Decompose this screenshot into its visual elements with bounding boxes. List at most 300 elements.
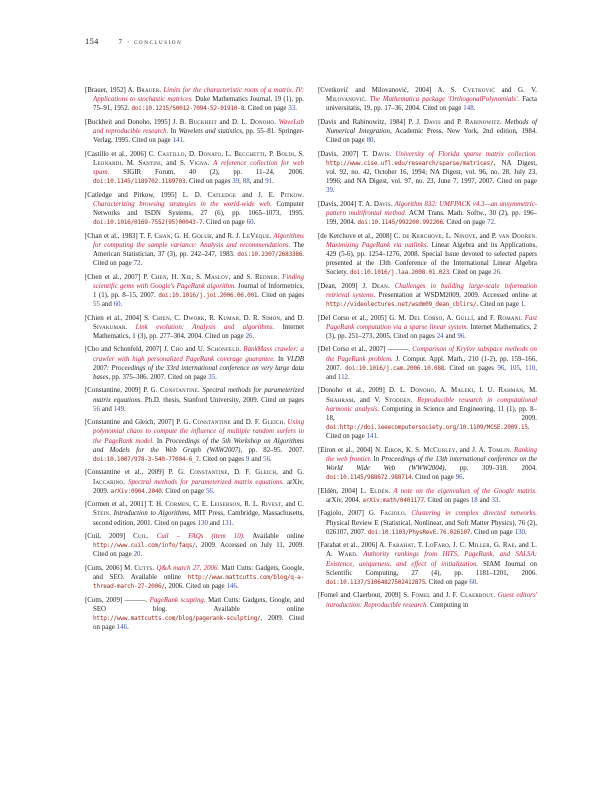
ref-title-link[interactable]: A note on the eigenvalues of the Google matrix. — [393, 487, 537, 495]
ref-text: [Cutts, 2006] M. — [85, 564, 135, 572]
ref-text: and P. — [440, 118, 465, 126]
ref-title-link[interactable]: Clustering in complex directed networks. — [411, 510, 537, 518]
ref-title-link[interactable]: The Mathematica package 'OrthogonalPolynomials'. — [369, 96, 520, 104]
ref-title-link[interactable]: University of Florida sparse matrix collection. — [395, 150, 538, 158]
ref-text: In — [154, 437, 166, 445]
ref-url-link[interactable]: http://www.mattcutts.com/blog/q-a-thread-march-27-2006/ — [93, 573, 304, 591]
cited-page-link[interactable]: 26 — [493, 269, 501, 277]
cited-page-link[interactable]: 96 — [497, 364, 505, 372]
ref-text: . — [404, 510, 412, 518]
cited-page-link[interactable]: 35 — [208, 374, 216, 381]
ref-url-link[interactable]: http://www.cuil.com/info/faqs/ — [93, 542, 196, 550]
ref-text: , H. — [166, 273, 182, 281]
author-name: Kumar — [218, 314, 240, 322]
reference-entry — [318, 118, 537, 146]
author-name: Milovanović — [326, 96, 366, 104]
ref-text: . — [232, 519, 234, 527]
reference-entry — [318, 591, 537, 609]
ref-text: . — [494, 219, 496, 227]
author-name: Dwork — [183, 314, 205, 322]
author-name: Ninove — [454, 232, 476, 240]
ref-text: , J. C. — [448, 542, 469, 550]
author-name: Fagiolo — [380, 510, 405, 518]
author-name: Eldén — [369, 487, 389, 495]
ref-text: . — [498, 497, 501, 504]
ref-title-link[interactable]: Algorithm 832: UMFPACK v4.3—an unsymmetric-pattern multifrontal method. — [326, 200, 537, 217]
ref-text: [Brauer, 1952] A. — [85, 87, 137, 94]
ref-text: . Cited on page — [442, 219, 488, 227]
ref-url-link[interactable]: http://videolectures.net/wsdm09_dean_cblirs/ — [326, 301, 477, 309]
ref-text: , G. — [489, 542, 503, 550]
author-name: Fomel — [411, 592, 431, 600]
ref-text: [Constantine and Gleich, 2007] P. G. — [85, 419, 193, 427]
ref-url-link[interactable]: doi:10.1137/S1064827502412875 — [326, 579, 426, 586]
ref-title-link[interactable]: PageRank scupting. — [149, 596, 206, 604]
reference-entry — [318, 509, 537, 537]
author-name: Eiron — [384, 446, 402, 454]
author-name: Schonfeld — [206, 346, 240, 354]
author-name: Maleki — [450, 387, 474, 395]
ref-text: , and G. — [276, 469, 304, 477]
ref-text: . Cited on page — [449, 269, 494, 277]
ref-title-link[interactable]: RankMass crawler: a crawler with high personalized PageRank coverage guarantee. — [93, 346, 305, 363]
reference-entry — [318, 541, 537, 587]
author-name: Donoho — [410, 387, 435, 395]
author-name: LeVeque — [242, 232, 270, 240]
ref-text: . Cited on page — [93, 251, 304, 268]
cited-page-link[interactable]: 39 — [232, 178, 240, 186]
ref-text: , Academic Press, New York, 2nd edition, 1984. Cited on page — [326, 128, 537, 145]
ref-text: , L. — [442, 232, 455, 240]
reference-entry — [85, 532, 304, 560]
author-name: Becchetti — [234, 150, 265, 158]
ref-text: Presentation at WSDM2009, 2009. Accessed online at — [375, 292, 538, 299]
cited-page-link[interactable]: 130 — [514, 528, 525, 536]
ref-text: [Eldén, 2004] L. — [318, 487, 370, 495]
ref-text: In — [168, 128, 179, 135]
reference-entry — [85, 191, 304, 228]
ref-text: Matt Cutts: Gadgets, Google, and SEO blog. Available online — [93, 596, 305, 613]
ref-text: . — [212, 487, 215, 495]
ref-text: , and C. — [281, 501, 304, 509]
ref-text: . Cited on pages — [257, 292, 305, 299]
ref-title-link[interactable]: Characterizing browsing strategies in the world-wide web. — [93, 200, 272, 208]
ref-text: , and D. — [280, 314, 305, 322]
ref-text: [Castillo et al., 2006] C. — [85, 150, 158, 158]
ref-text: . — [127, 624, 129, 632]
ref-text: . — [500, 269, 502, 277]
author-name: Santini — [138, 159, 161, 167]
author-name: Donoho — [249, 118, 275, 126]
ref-text: . Cited on pages — [444, 364, 498, 372]
cited-page-link[interactable]: 112 — [337, 374, 348, 381]
ref-text: , and P. — [475, 232, 499, 240]
author-name: Castillo — [157, 150, 185, 158]
ref-text: . — [236, 583, 239, 591]
cited-page-link[interactable]: 18 — [470, 497, 478, 504]
ref-url-link[interactable]: doi:10.1007/978-3-540-77004-6_7 — [93, 456, 199, 463]
ref-text: [Cho and Schonfeld, 2007] J. — [85, 346, 171, 354]
ref-text: [Fomel and Claerbout, 2009] S. — [318, 592, 412, 600]
ref-text: . Cited on pages — [198, 456, 246, 463]
ref-text: SIAM Journal on Scientific Computing, 27 (4), pp. 1181–1201, 2006. — [326, 560, 537, 577]
author-name: Stein — [93, 510, 110, 518]
ref-text: . Cited on page — [202, 219, 247, 227]
author-name: Simon — [262, 314, 281, 322]
author-name: Gullí — [455, 314, 474, 322]
ref-text: . — [140, 551, 143, 559]
author-name: Maslov — [204, 273, 229, 281]
ref-text: . — [464, 333, 466, 340]
page-number: 154 — [85, 36, 99, 46]
ref-text: , S. — [294, 150, 304, 158]
author-name: Golub — [192, 232, 212, 240]
cited-page-link[interactable]: 148 — [463, 105, 474, 113]
ref-text: [Catledge and Pitkow, 1995] L. D. — [85, 191, 208, 199]
ref-text: , D. R. — [239, 314, 263, 322]
ref-text: , D. — [184, 150, 199, 158]
ref-text: , A. — [442, 314, 456, 322]
ref-text: . — [356, 551, 364, 559]
ref-text: . — [252, 333, 255, 340]
ref-text: , and J. A. — [455, 446, 488, 454]
ref-title-link[interactable]: A reference collection for web spam. — [93, 159, 304, 176]
ref-text: . — [373, 137, 376, 145]
ref-text: , M. — [523, 387, 538, 395]
reference-entry — [85, 314, 304, 342]
ref-venue-italic: Proceedings of the 5th Workshop on Algorithms and Models for the Web Graph (WAW2007) — [93, 437, 304, 454]
ref-text: . — [473, 105, 476, 113]
ref-text: , and S. — [160, 159, 190, 167]
ref-text: . — [198, 387, 203, 395]
ref-text: . — [283, 419, 288, 427]
ref-text: The American Statistician, 37 (3), pp. 242–247, 1983. — [93, 241, 304, 258]
cited-page-link[interactable]: 149 — [113, 405, 125, 413]
ref-text: . Cited on page — [244, 105, 289, 113]
ref-title-link[interactable]: Using polynomial chaos to compute the influence of multiple random surfers in the PageRank model. — [93, 419, 305, 445]
ref-title-link[interactable]: Authority rankings from HITS, PageRank, and SALSA: Existence, uniqueness, and effect of initialization. — [326, 551, 537, 568]
ref-text: . — [390, 200, 395, 208]
ref-text: Matt Cutts: Gadgets, Google, and SEO. Available online — [93, 564, 304, 581]
cited-page-link[interactable]: 39 — [326, 187, 333, 195]
ref-text: , S. — [191, 273, 205, 281]
ref-venue-italic: Proceedings of the 13th international conference on the World Wide Web (WWW2004) — [326, 456, 538, 473]
reference-entry — [85, 564, 304, 592]
author-name: Buckheit — [188, 118, 217, 126]
ref-text: , L. — [221, 150, 235, 158]
reference-entry — [85, 273, 304, 310]
reference-entry — [318, 386, 537, 441]
page-header — [85, 36, 182, 46]
cited-page-link[interactable]: 60 — [469, 579, 477, 586]
author-name: Farahat — [388, 542, 414, 550]
ref-text: . — [270, 456, 272, 463]
ref-text: Internet Mathematics, 1 (3), pp. 277–304, 2004. Cited on page — [93, 323, 304, 340]
author-name: Rabinowitz — [464, 118, 500, 126]
author-name: Cvetković — [462, 87, 495, 94]
author-name: Miller — [468, 542, 490, 550]
author-name: Constantine — [189, 469, 228, 477]
ref-text: , — [504, 364, 510, 372]
ref-text: and J. F. — [430, 592, 461, 600]
ref-text: . Cited on page — [411, 474, 456, 482]
ref-text: [Cuil, 2009] — [85, 532, 134, 540]
ref-text: , and S. — [228, 273, 255, 281]
cited-page-link[interactable]: 33 — [491, 497, 499, 504]
cited-page-link[interactable]: 56 — [205, 487, 213, 495]
author-name: McCurley — [423, 446, 456, 454]
ref-text: and D. L. — [216, 118, 250, 126]
ref-text: , pp. 309–318. 2004. — [444, 465, 538, 473]
ref-text: [Del Corso et al., 2007] ———. — [318, 346, 413, 354]
reference-entry — [85, 500, 304, 528]
ref-url-link[interactable]: doi:10.1103/PhysRevE.76.026107 — [367, 528, 471, 536]
author-name: Brauer — [136, 87, 160, 94]
cited-page-link[interactable]: 33 — [288, 105, 296, 113]
reference-entry — [318, 314, 537, 342]
ref-text: . — [493, 592, 498, 600]
ref-title-link[interactable]: Guest editors' introduction: Reproducible research. — [326, 592, 537, 609]
cited-page-link[interactable]: 1 — [520, 301, 525, 309]
cited-page-link[interactable]: 141 — [172, 137, 183, 145]
cited-page-link[interactable]: 96 — [457, 333, 465, 340]
cited-page-link[interactable]: 60 — [246, 219, 254, 227]
cited-page-link[interactable]: 72 — [133, 260, 141, 268]
author-name: Romani — [497, 314, 521, 322]
ref-text: and — [249, 456, 264, 463]
reference-entry — [85, 418, 304, 464]
author-name: Claerbout — [460, 592, 494, 600]
ref-text: . — [269, 232, 274, 240]
ref-text: [Farahat et al., 2006] A. — [318, 542, 389, 550]
author-name: Stodden — [385, 396, 411, 404]
reference-entry — [85, 345, 304, 382]
ref-text: [Chan et al., 1983] T. F. — [85, 232, 155, 240]
ref-text: , — [239, 178, 243, 186]
ref-text: . — [123, 478, 129, 486]
author-name: Vigna — [189, 159, 208, 167]
ref-url-link[interactable]: arXiv:0904.2040 — [110, 487, 162, 495]
cited-page-link[interactable]: 80 — [366, 137, 374, 145]
ref-text: . — [207, 159, 214, 167]
ref-text: . — [410, 396, 418, 404]
ref-text: . Cited on pages — [185, 178, 233, 186]
ref-text: . — [520, 314, 525, 322]
ref-text: In — [371, 456, 382, 463]
cited-page-link[interactable]: 72 — [487, 219, 495, 227]
reference-entry — [318, 150, 537, 196]
ref-text: , MIT Press, Cambridge, Massachusetts, second edition, 2001. Cited on pages — [93, 510, 305, 527]
ref-text: J. Comput. Appl. Math., 210 (1-2), pp. 159–166, 2007. — [326, 355, 537, 372]
ref-text: , and R. J. — [211, 232, 243, 240]
ref-title-link[interactable]: WaveLab and reproducible research. — [93, 118, 304, 135]
ref-text: , — [519, 364, 526, 372]
author-name: Catledge — [207, 191, 237, 199]
ref-text: arXiv, 2004. — [326, 497, 363, 504]
author-name: Del Corso — [409, 314, 443, 322]
ref-url-link[interactable]: arXiv:math/0401177 — [362, 497, 424, 504]
ref-text: . Cited on pages — [423, 497, 471, 504]
ref-url-link[interactable]: doi:10.1145/1189702.1189703 — [93, 178, 186, 186]
ref-text: [Dean, 2009] J. — [318, 282, 372, 290]
ref-text: Computing in — [428, 601, 469, 609]
ref-text: [Constantine, 2009] P. G. — [85, 387, 160, 395]
reference-entry — [85, 86, 304, 114]
ref-url-link[interactable]: doi:10.1016/j.laa.2008.01.023 — [349, 269, 450, 277]
author-name: de Kerchove — [402, 232, 443, 240]
cited-page-link[interactable]: 56 — [263, 456, 271, 463]
ref-text: . — [125, 323, 136, 331]
ref-text: . — [183, 137, 185, 145]
ref-text: , A. — [434, 387, 451, 395]
ref-text: and U. — [183, 346, 207, 354]
ref-text: [Davis and Rabinowitz, 1984] P. J. — [318, 118, 424, 126]
ref-text: . — [140, 260, 143, 268]
author-name: LoFaro — [425, 542, 449, 550]
ref-text: . — [499, 118, 505, 126]
ref-text: . — [387, 282, 395, 290]
ref-text: , 2006. Cited on page — [164, 583, 227, 591]
ref-url-link[interactable]: doi:10.1145/992200.992206 — [357, 219, 443, 227]
author-name: Cho — [170, 346, 184, 354]
cited-page-link[interactable]: 105 — [509, 364, 520, 372]
ref-text: Ph.D. thesis, Stanford University, 2009. Cited on pages — [142, 396, 305, 404]
column-left — [85, 86, 304, 637]
cited-page-link[interactable]: 60 — [113, 301, 121, 309]
ref-text: . — [509, 446, 515, 454]
author-name: Cuil — [133, 532, 147, 540]
ref-text: , T. — [413, 542, 426, 550]
ref-text: . — [124, 405, 126, 413]
cited-page-link[interactable]: 146 — [226, 583, 237, 591]
cited-page-link[interactable]: 24 — [436, 333, 444, 340]
author-name: Davis — [372, 150, 390, 158]
ref-venue-italic: Methods of Numerical Integration — [326, 118, 537, 135]
author-name: Dean — [371, 282, 388, 290]
reference-entry — [318, 86, 537, 114]
cited-page-link[interactable]: 130 — [197, 519, 208, 527]
cited-page-link[interactable]: 26 — [245, 333, 253, 340]
ref-text: [Cormen et al., 2001] T. H. — [85, 501, 166, 509]
ref-title-link[interactable]: Challenges in building large-scale information retrieval systems. — [326, 282, 537, 299]
cited-page-link[interactable]: 56 — [93, 405, 100, 413]
ref-title-link[interactable]: Q&A march 27, 2006. — [156, 564, 220, 572]
author-name: Rae — [502, 542, 515, 550]
ref-title-link[interactable]: Algorithms for computing the sample variance: Analysis and recommendations. — [93, 232, 304, 249]
ref-url-link[interactable]: doi:10.1145/988672.988714 — [326, 474, 412, 482]
ref-text: Linear Algebra and its Applications, 429 (5-6), pp. 1254–1276, 2008. Special Issue devoted to selected papers presented at the 13th Conference of the International Linear Algebra Society. — [326, 241, 537, 277]
ref-text: , P. — [264, 150, 277, 158]
author-name: Ward — [338, 551, 357, 559]
ref-url-link[interactable]: doi:http://doi.ieeecomputersociety.org/10.1109/MCSE.2009.15 — [326, 424, 528, 432]
ref-text: SIGIR Forum, 40 (2), pp. 11–24, 2006. — [109, 169, 304, 176]
ref-url-link[interactable]: doi:10.1016/0169-7552(95)00043-7 — [93, 219, 203, 227]
author-name: Leonardi — [93, 159, 122, 167]
ref-title-link[interactable]: Limits for the characteristic roots of a matrix. IV: Applications to stochastic matrices. — [93, 87, 304, 104]
reference-entry — [318, 446, 537, 483]
ref-text: Facta universitatis, 19, pp. 17–36, 2004. Cited on page — [326, 96, 537, 113]
ref-text: . Cited on page — [476, 301, 521, 309]
cited-page-link[interactable]: 141 — [366, 433, 377, 441]
running-head: 7 · conclusion — [118, 39, 183, 46]
ref-url-link[interactable]: doi:10.2307/2683386 — [237, 251, 303, 258]
ref-title-link[interactable]: Finding scientific gems with Google's PageRank algorithm. — [93, 273, 304, 290]
ref-url-link[interactable]: doi:10.1016/j.joi.2006.06.001 — [158, 292, 258, 299]
author-name: Boldi — [276, 150, 295, 158]
cited-page-link[interactable]: 110 — [525, 364, 536, 372]
ref-text: and D. F. — [230, 419, 263, 427]
ref-text: , D. F. — [227, 469, 256, 477]
ref-text: and — [99, 301, 114, 309]
ref-text: . — [347, 374, 350, 381]
ref-url-link[interactable]: http://www.mattcutts.com/blog/pagerank-sculpting/ — [93, 614, 261, 622]
ref-url-link[interactable]: doi:10.1215/S0012-7094-52-01910-8 — [131, 105, 245, 113]
author-name: Rahman — [498, 387, 524, 395]
ref-text: . — [274, 118, 279, 126]
author-name: Leiserson — [210, 501, 241, 509]
ref-title-link[interactable]: Reproducible research in computational harmonic analysis. — [326, 396, 537, 413]
ref-text: . — [376, 433, 379, 441]
ref-text: Computer Networks and ISDN Systems, 27 (6), pp. 1065–1073, 1995. — [93, 200, 304, 217]
ref-title-link[interactable]: Maximizing PageRank via outlinks. — [326, 241, 429, 249]
ref-text: , G. H. — [170, 232, 193, 240]
ref-text: Duke Mathematics Journal, 19 (1), pp. 75–91, 1952. — [93, 96, 304, 113]
ref-title-link[interactable]: Fast PageRank computation via a sparse linear system. — [326, 314, 537, 331]
bibliography — [85, 86, 538, 637]
ref-text: and J. E. — [236, 191, 281, 199]
cited-page-link[interactable]: 20 — [133, 551, 141, 559]
ref-text: Internet Mathematics, 2 (3), pp. 251–273, 2005. Cited on pages — [326, 323, 537, 340]
reference-entry — [85, 150, 304, 187]
ref-title-link[interactable]: Cuil – FAQs (item 10). — [156, 532, 245, 540]
ref-text: , R. — [204, 314, 219, 322]
ref-url-link[interactable]: http://www.cise.ufl.edu/research/sparse/matrices/ — [326, 159, 494, 167]
ref-title-link[interactable]: Comparison of Krylov subspace methods on the PageRank problem. — [326, 346, 538, 363]
ref-title-link[interactable]: Ranking the web frontier. — [326, 446, 537, 463]
reference-entry — [318, 345, 537, 382]
author-name: Constantine — [159, 387, 199, 395]
ref-text: . — [109, 510, 114, 518]
ref-text: . — [159, 87, 164, 94]
ref-text: , pp. 55–81. Springer-Verlag, 1995. Cited on page — [93, 128, 304, 145]
author-name: Donato — [198, 150, 222, 158]
author-name: Chien — [152, 314, 170, 322]
ref-text: . — [332, 187, 335, 195]
ref-text: [Davis, 2004] T. A. — [318, 200, 374, 208]
ref-text: . — [253, 219, 256, 227]
ref-text: . — [239, 346, 244, 354]
ref-title-link[interactable]: Link evolution: Analysis and algorithms. — [135, 323, 275, 331]
cited-page-link[interactable]: 96 — [455, 474, 463, 482]
cited-page-link[interactable]: 146 — [116, 624, 128, 632]
ref-text: , and — [326, 364, 537, 381]
cited-page-link[interactable]: 91 — [265, 178, 273, 186]
ref-url-link[interactable]: doi:10.1016/j.cam.2006.10.088 — [345, 364, 445, 372]
ref-text: , M. — [121, 159, 139, 167]
ref-text: , C. — [169, 314, 184, 322]
ref-text: , R. L. — [240, 501, 262, 509]
cited-page-link[interactable]: 9 — [245, 456, 250, 463]
ref-text: [Del Corso et al., 2005] G. M. — [318, 314, 410, 322]
ref-text: . — [295, 105, 298, 113]
cited-page-link[interactable]: 131 — [221, 519, 233, 527]
column-right — [318, 86, 537, 637]
ref-title-link[interactable]: Spectral methods for parameterized matrix equations. — [128, 478, 284, 486]
cited-page-link[interactable]: 55 — [93, 301, 100, 309]
cited-page-link[interactable]: 88 — [242, 178, 250, 186]
author-name: Davis — [373, 200, 391, 208]
ref-text: Physical Review E (Statistical, Nonlinear, and Soft Matter Physics), 76 (2), 026107, 2007. — [326, 519, 537, 536]
